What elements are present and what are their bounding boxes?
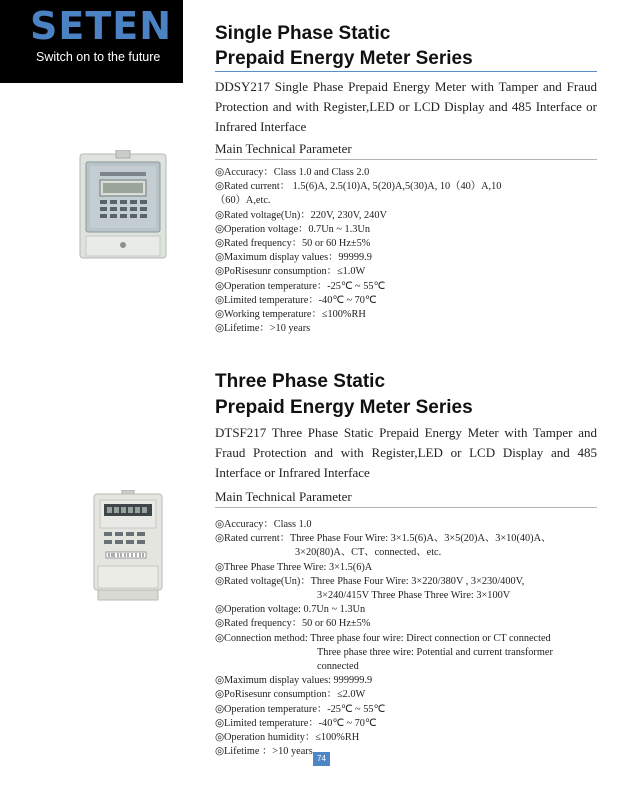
param-working-temperature: ◎Working temperature：≤100%RH (215, 309, 366, 321)
param-rated-current: ◎Rated current：Three Phase Four Wire: 3×1.5(6)A、3×5(20)A、3×10(40)A、 (215, 533, 552, 545)
param-rated-current-cont: （60）A,etc. (215, 195, 271, 207)
param-rated-voltage: ◎Rated voltage(Un)：220V, 230V, 240V (215, 209, 387, 221)
single-phase-meter-image (78, 150, 168, 260)
single-section-rule (215, 159, 597, 160)
param-accuracy: ◎Accuracy：Class 1.0 and Class 2.0 (215, 167, 370, 178)
param-connection-method-cont: Three phase three wire: Potential and current transformer (317, 646, 553, 658)
three-section-rule (215, 507, 597, 508)
three-title-line2: Prepaid Energy Meter Series (215, 397, 473, 418)
param-operation-voltage: ◎Operation voltage: 0.7Un ~ 1.3Un (215, 604, 366, 616)
param-power-consumption: ◎PoRisesunr consumption：≤2.0W (215, 689, 366, 701)
single-section-label: Main Technical Parameter (215, 141, 352, 156)
three-section-label: Main Technical Parameter (215, 489, 352, 504)
page-number: 74 (313, 752, 330, 766)
param-three-phase-three-wire: ◎Three Phase Three Wire: 3×1.5(6)A (215, 561, 373, 573)
param-operation-temperature: ◎Operation temperature：-25℃ ~ 55℃ (215, 280, 386, 292)
single-intro: DDSY217 Single Phase Prepaid Energy Meter with Tamper and Fraud Protection and with Register,LED or LCD Display and 485 Interface or Infrared Interface (215, 79, 597, 134)
param-connection-method-cont2: connected (317, 661, 359, 673)
param-operation-temperature: ◎Operation temperature：-25℃ ~ 55℃ (215, 703, 386, 715)
brand-logo (0, 0, 183, 83)
param-operation-humidity: ◎Operation humidity：≤100%RH (215, 732, 360, 744)
param-limited-temperature: ◎Limited temperature：-40℃ ~ 70℃ (215, 717, 377, 729)
param-rated-current-cont: 3×20(80)A、CT、connected、etc. (295, 547, 442, 559)
param-max-display: ◎Maximum display values: 999999.9 (215, 675, 373, 687)
param-rated-voltage-cont: 3×240/415V Three Phase Three Wire: 3×100V (317, 590, 511, 602)
param-power-consumption: ◎PoRisesunr consumption：≤1.0W (215, 266, 366, 278)
param-max-display: ◎Maximum display values：99999.9 (215, 252, 372, 264)
param-rated-frequency: ◎Rated frequency：50 or 60 Hz±5% (215, 238, 371, 250)
brand-name: SETEN (30, 4, 173, 48)
three-title-line1: Three Phase Static (215, 371, 386, 392)
param-accuracy: ◎Accuracy：Class 1.0 (215, 519, 312, 530)
single-params-list (215, 166, 615, 336)
param-rated-current: ◎Rated current： 1.5(6)A, 2.5(10)A, 5(20)A,5(30)A, 10（40）A,10 (215, 181, 502, 193)
single-title-rule (215, 71, 597, 72)
three-params-list (215, 518, 615, 759)
brand-tagline: Switch on to the future (36, 50, 161, 64)
param-operation-voltage: ◎Operation voltage：0.7Un ~ 1.3Un (215, 223, 370, 235)
param-connection-method: ◎Connection method: Three phase four wire: Direct connection or CT connected (215, 632, 551, 644)
three-intro: DTSF217 Three Phase Static Prepaid Energy Meter with Tamper and Fraud Protection and with Register,LED or LCD Display and 485 Interface or Infrared Interface (215, 425, 597, 480)
three-phase-meter-image (92, 490, 164, 602)
param-rated-frequency: ◎Rated frequency：50 or 60 Hz±5% (215, 618, 371, 630)
single-title-line2: Prepaid Energy Meter Series (215, 48, 473, 69)
param-limited-temperature: ◎Limited temperature：-40℃ ~ 70℃ (215, 294, 377, 306)
param-rated-voltage: ◎Rated voltage(Un)：Three Phase Four Wire: 3×220/380V , 3×230/400V, (215, 575, 525, 587)
single-title-line1: Single Phase Static (215, 23, 391, 44)
param-lifetime: ◎Lifetime：>10 years (215, 323, 311, 335)
param-lifetime: ◎Lifetime ：>10 years (215, 746, 313, 758)
